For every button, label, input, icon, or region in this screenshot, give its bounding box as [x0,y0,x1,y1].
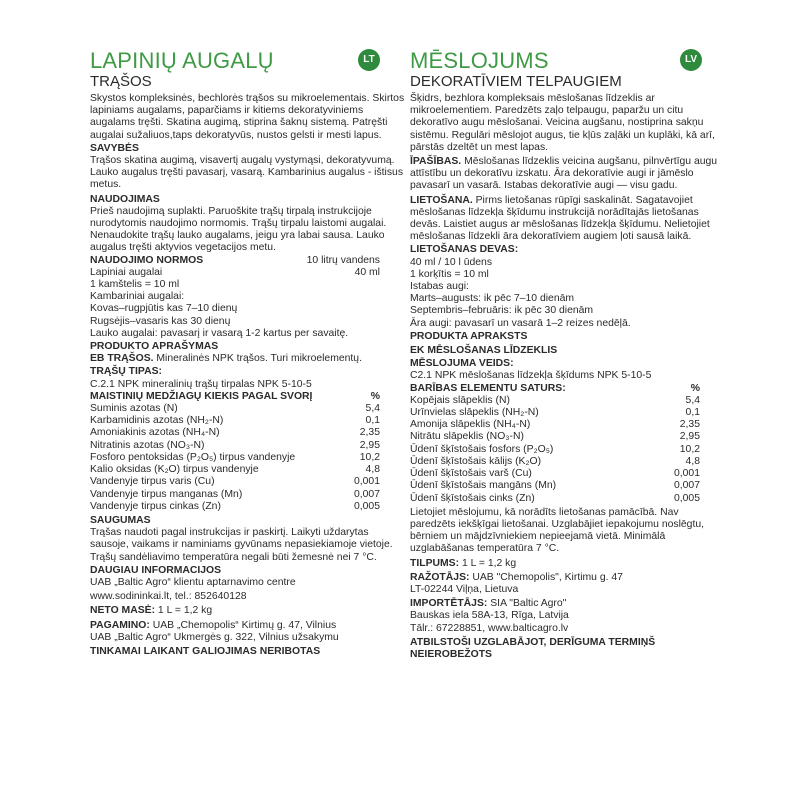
nutrient-value: 5,4 [365,403,380,415]
lv-dose-line: Septembris–februāris: ik pēc 30 dienām [410,305,594,317]
nutrient-row [410,493,725,505]
nutrient-label: Amoniakinis azotas (NH₄-N) [90,427,220,439]
lt-properties-text: Trąšos skatina augimą, visavertį augalų vystymąsi, dekoratyvumą. Lauko augalus tręšti pavasarį, vasarą. Kambarinius augalus - ištisus metus. [90,155,404,191]
volume-label: TILPUMS: [410,557,460,569]
lv-intro: Šķidrs, bezhlora kompleksais mēslošanas līdzeklis ar mikroelementiem. Paredzēts zaļo telpaugu, paparžu un citu dekoratīvo augu mēslošanai. Veicina augšanu, nostiprina sakņu sistēmu. Regulāri mēslojot augus, tie kļūs zaļāki un kuplāki, kā arī, pārstās dzeltēt un mest lapas. [410,93,715,153]
nutrients-unit: % [690,382,700,394]
nutrients-heading: MAISTINIŲ MEDŽIAGŲ KIEKIS PAGAL SVORĮ [90,390,313,402]
nutrient-row [410,444,725,456]
lt-language-badge: LT [358,49,380,71]
lt-nutrients-header [90,391,405,403]
lt-type-heading: TRĄŠŲ TIPAS: [90,366,162,378]
lt-subtitle: TRĄŠOS [90,73,152,90]
nutrient-label: Nitrātu slāpeklis (NO₃-N) [410,431,524,443]
lv-type-text: C2.1 NPK mēslošanas līdzekļa šķīdums NPK 5-10-5 [410,370,652,382]
nutrient-label: Ūdenī šķīstošais varš (Cu) [410,468,532,480]
nutrients-heading: BARĪBAS ELEMENTU SATURS: [410,382,566,394]
nutrient-label: Urīnvielas slāpeklis (NH₂-N) [410,407,539,419]
lt-type-text: C.2.1 NPK mineralinių trąšų tirpalas NPK 5-10-5 [90,378,312,390]
nutrient-row [90,464,405,476]
nutrient-label: Vandenyje tirpus manganas (Mn) [90,488,243,500]
lt-expiry: TINKAMAI LAIKANT GALIOJIMAS NERIBOTAS [90,645,321,657]
nutrient-value: 5,4 [685,394,700,406]
lv-dose-line: Marts–augusts: ik pēc 7–10 dienām [410,293,575,305]
nutrient-value: 0,001 [353,476,380,488]
nutrient-row [410,395,725,407]
nutrient-row [90,403,405,415]
norm-value: 40 ml [354,266,380,278]
nutrient-value: 2,35 [679,419,700,431]
nutrient-label: Ūdenī šķīstošais cinks (Zn) [410,492,535,504]
lt-safety-heading: SAUGUMAS [90,514,151,526]
lt-manufacturer [90,620,405,632]
lt-manufacturer-line2: UAB „Baltic Agro“ Ukmergės g. 322, Vilnius užsakymu [90,631,339,643]
nutrient-row [90,415,405,427]
volume-value: 1 L = 1,2 kg [459,557,517,569]
lv-type-heading: MĒSLOJUMA VEIDS: [410,358,514,370]
lt-column [90,50,405,658]
lt-usage-text: Prieš naudojimą suplakti. Paruoškite trąšų tirpalą instrukcijoje nurodytomis naudojimo normomis. Trąšų tirpalu laistomi augalai. Nenaudokite trąšų lauko augalams, jeigu yra labai sausa. Lauko augalus tręšti aktyvios vegetacijos metu. [90,205,387,254]
lt-eb-line [90,353,405,365]
norm-label: Lapiniai augalai [90,266,163,278]
nutrient-row [410,456,725,468]
nutrient-value: 4,8 [685,455,700,467]
lt-norm-line: Kovas–rugpjūtis kas 7–10 dienų [90,303,238,315]
nutrient-row [410,407,725,419]
lv-volume [410,558,725,570]
lt-norm-line: Kambariniai augalai: [90,291,185,303]
properties-text: Mēslošanas līdzeklis veicina augšanu, pilnvērtīgu augu attīstību un dekoratīvu izskatu. Āra dekoratīvie augi ir jāmēslo pavasarī un vasarā. Istabas dekoratīvie augi — visu gadu. [410,156,718,192]
nutrient-value: 0,001 [673,468,700,480]
lv-column [410,50,725,661]
lt-intro: Skystos kompleksinės, bechlorės trąšos su mikroelementais. Skirtos lapiniams augalams, paparčiams ir kitiems dekoratyviniems augalams tręšti. Skatina augimą, stiprina šaknų sistemą. Patręšti augalai sužaliuos,taps dekoratyvūs, nustos gelsti ir mesti lapus. [90,93,405,141]
nutrient-label: Nitratinis azotas (NO₃-N) [90,439,205,451]
lv-nutrients-header [410,383,725,395]
lv-dose-line: 40 ml / 10 l ūdens [410,256,493,268]
nutrients-unit: % [370,390,380,402]
lt-net-mass [90,605,405,617]
nutrient-label: Suminis azotas (N) [90,403,178,415]
nutrient-label: Ūdenī šķīstošais mangāns (Mn) [410,480,557,492]
nutrient-row [410,480,725,492]
nutrient-row [90,476,405,488]
nutrient-value: 2,35 [359,427,380,439]
importer-label: IMPORTĒTĀJS: [410,598,488,610]
lt-info-line: www.sodininkai.lt, tel.: 852640128 [90,591,247,603]
lt-norm-line: 1 kamštelis = 10 ml [90,279,180,291]
nutrient-row [90,440,405,452]
lt-norms-water: 10 litrų vandens [306,254,380,266]
lv-expiry: ATBILSTOŠI UZGLABĀJOT, DERĪGUMA TERMIŅŠ NEIEROBEŽOTS [410,636,656,660]
nutrient-row [410,468,725,480]
lv-properties [410,156,725,193]
eb-label: EB TRĄŠOS. [90,353,154,365]
nutrient-label: Amonija slāpeklis (NH₄-N) [410,419,531,431]
importer-value: SIA "Baltic Agro" [487,598,567,610]
nutrient-label: Vandenyje tirpus varis (Cu) [90,476,215,488]
net-label: NETO MASĖ: [90,605,156,617]
nutrient-value: 0,1 [365,415,380,427]
nutrient-row [90,452,405,464]
nutrient-row [410,419,725,431]
nutrient-label: Vandenyje tirpus cinkas (Zn) [90,500,221,512]
nutrient-row [410,431,725,443]
lv-dose-line: Āra augi: pavasarī un vasarā 1–2 reizes nedēļā. [410,317,631,329]
lv-importer-line2: Bauskas iela 58A-13, Rīga, Latvija [410,610,569,622]
lv-language-badge: LV [680,49,702,71]
usage-text: Pirms lietošanas rūpīgi saskalināt. Sagatavojiet mēslošanas līdzekļa šķīdumu instrukcijā norādītajās lietošanas devās. Laistiet augus ar mēslošanas līdzekļa šķīdumu. Nelietojiet mēslošanas līdzekli āra dekoratīviem augiem ļoti sausā laikā. [410,194,710,243]
lt-norms-heading: NAUDOJIMO NORMOS [90,254,204,266]
lv-title: MĒSLOJUMS [410,48,549,73]
nutrient-value: 10,2 [679,443,700,455]
lt-norm-line: Lauko augalai: pavasarį ir vasarą 1-2 kartus per savaitę. [90,327,349,339]
lt-norms-header [90,255,405,267]
nutrient-label: Ūdenī šķīstošais fosfors (P₂O₅) [410,443,554,455]
maker-label: RAŽOTĀJS: [410,571,470,583]
made-label: PAGAMINO: [90,619,150,631]
properties-label: ĪPAŠĪBAS. [410,156,462,168]
lv-importer [410,598,725,610]
net-value: 1 L = 1,2 kg [155,605,213,617]
nutrient-row [90,501,405,513]
lv-manufacturer-line2: LT-02244 Viļņa, Lietuva [410,583,519,595]
nutrient-value: 0,005 [353,500,380,512]
lt-description-heading: PRODUKTO APRAŠYMAS [90,341,219,353]
made-value: UAB „Chemopolis“ Kirtimų g. 47, Vilnius [149,619,337,631]
nutrient-value: 2,95 [679,431,700,443]
lv-manufacturer [410,572,725,584]
nutrient-value: 0,007 [353,488,380,500]
nutrient-value: 0,007 [673,480,700,492]
eb-text: Mineralinės NPK trąšos. Turi mikroelementų. [153,353,362,365]
nutrient-value: 10,2 [359,451,380,463]
nutrient-row [90,427,405,439]
lt-norm-line: Rugsėjis–vasaris kas 30 dienų [90,315,231,327]
lv-description-heading: PRODUKTA APRAKSTS [410,330,528,342]
nutrient-value: 0,005 [673,492,700,504]
lt-properties-heading: SAVYBĖS [90,142,139,154]
lv-subtitle: DEKORATĪVIEM TELPAUGIEM [410,73,622,90]
maker-value: UAB "Chemopolis", Kirtimu g. 47 [469,571,623,583]
lv-safety-text: Lietojiet mēslojumu, kā norādīts lietošanas pamācībā. Nav paredzēts iekšķīgai lietošanai. Uzglabājiet iepakojumu noslēgtu, bērniem un mājdzīvniekiem nepieejamā vietā. Minimālā uzglabāšanas temperatūra 7 °C. [410,506,704,555]
lv-dose-line: 1 korķītis = 10 ml [410,268,489,280]
nutrient-label: Kopējais slāpeklis (N) [410,394,510,406]
nutrient-label: Kalio oksidas (K₂O) tirpus vandenyje [90,464,259,476]
lv-ek-heading: EK MĒSLOŠANAS LĪDZEKLIS [410,345,558,357]
nutrient-value: 0,1 [685,407,700,419]
nutrient-label: Karbamidinis azotas (NH₂-N) [90,415,224,427]
nutrient-label: Ūdenī šķīstošais kālijs (K₂O) [410,455,542,467]
nutrient-row [90,489,405,501]
lt-info-line: UAB „Baltic Agro“ klientu aptarnavimo centre [90,576,296,588]
usage-label: LIETOŠANA. [410,194,473,206]
lv-usage [410,195,725,244]
lv-importer-line3: Tālr.: 67228851, www.balticagro.lv [410,622,569,634]
lt-info-heading: DAUGIAU INFORMACIJOS [90,564,222,576]
lt-safety-text: Trąšas naudoti pagal instrukcijas ir paskirtį. Laikyti uždarytas sausoje, vaikams ir naminiams gyvūnams nepasiekiamoje vietoje. Trąšų sandėliavimo temperatūra negali būti žemesnė nei 7 °C. [90,527,393,563]
lt-norms-row [90,267,405,279]
lt-title: LAPINIŲ AUGALŲ [90,48,274,73]
nutrient-label: Fosforo pentoksidas (P₂O₅) tirpus vandenyje [90,451,296,463]
lt-usage-heading: NAUDOJIMAS [90,193,160,205]
nutrient-value: 2,95 [359,439,380,451]
lv-doses-heading: LIETOŠANAS DEVAS: [410,244,519,256]
lv-dose-line: Istabas augi: [410,281,469,293]
nutrient-value: 4,8 [365,464,380,476]
